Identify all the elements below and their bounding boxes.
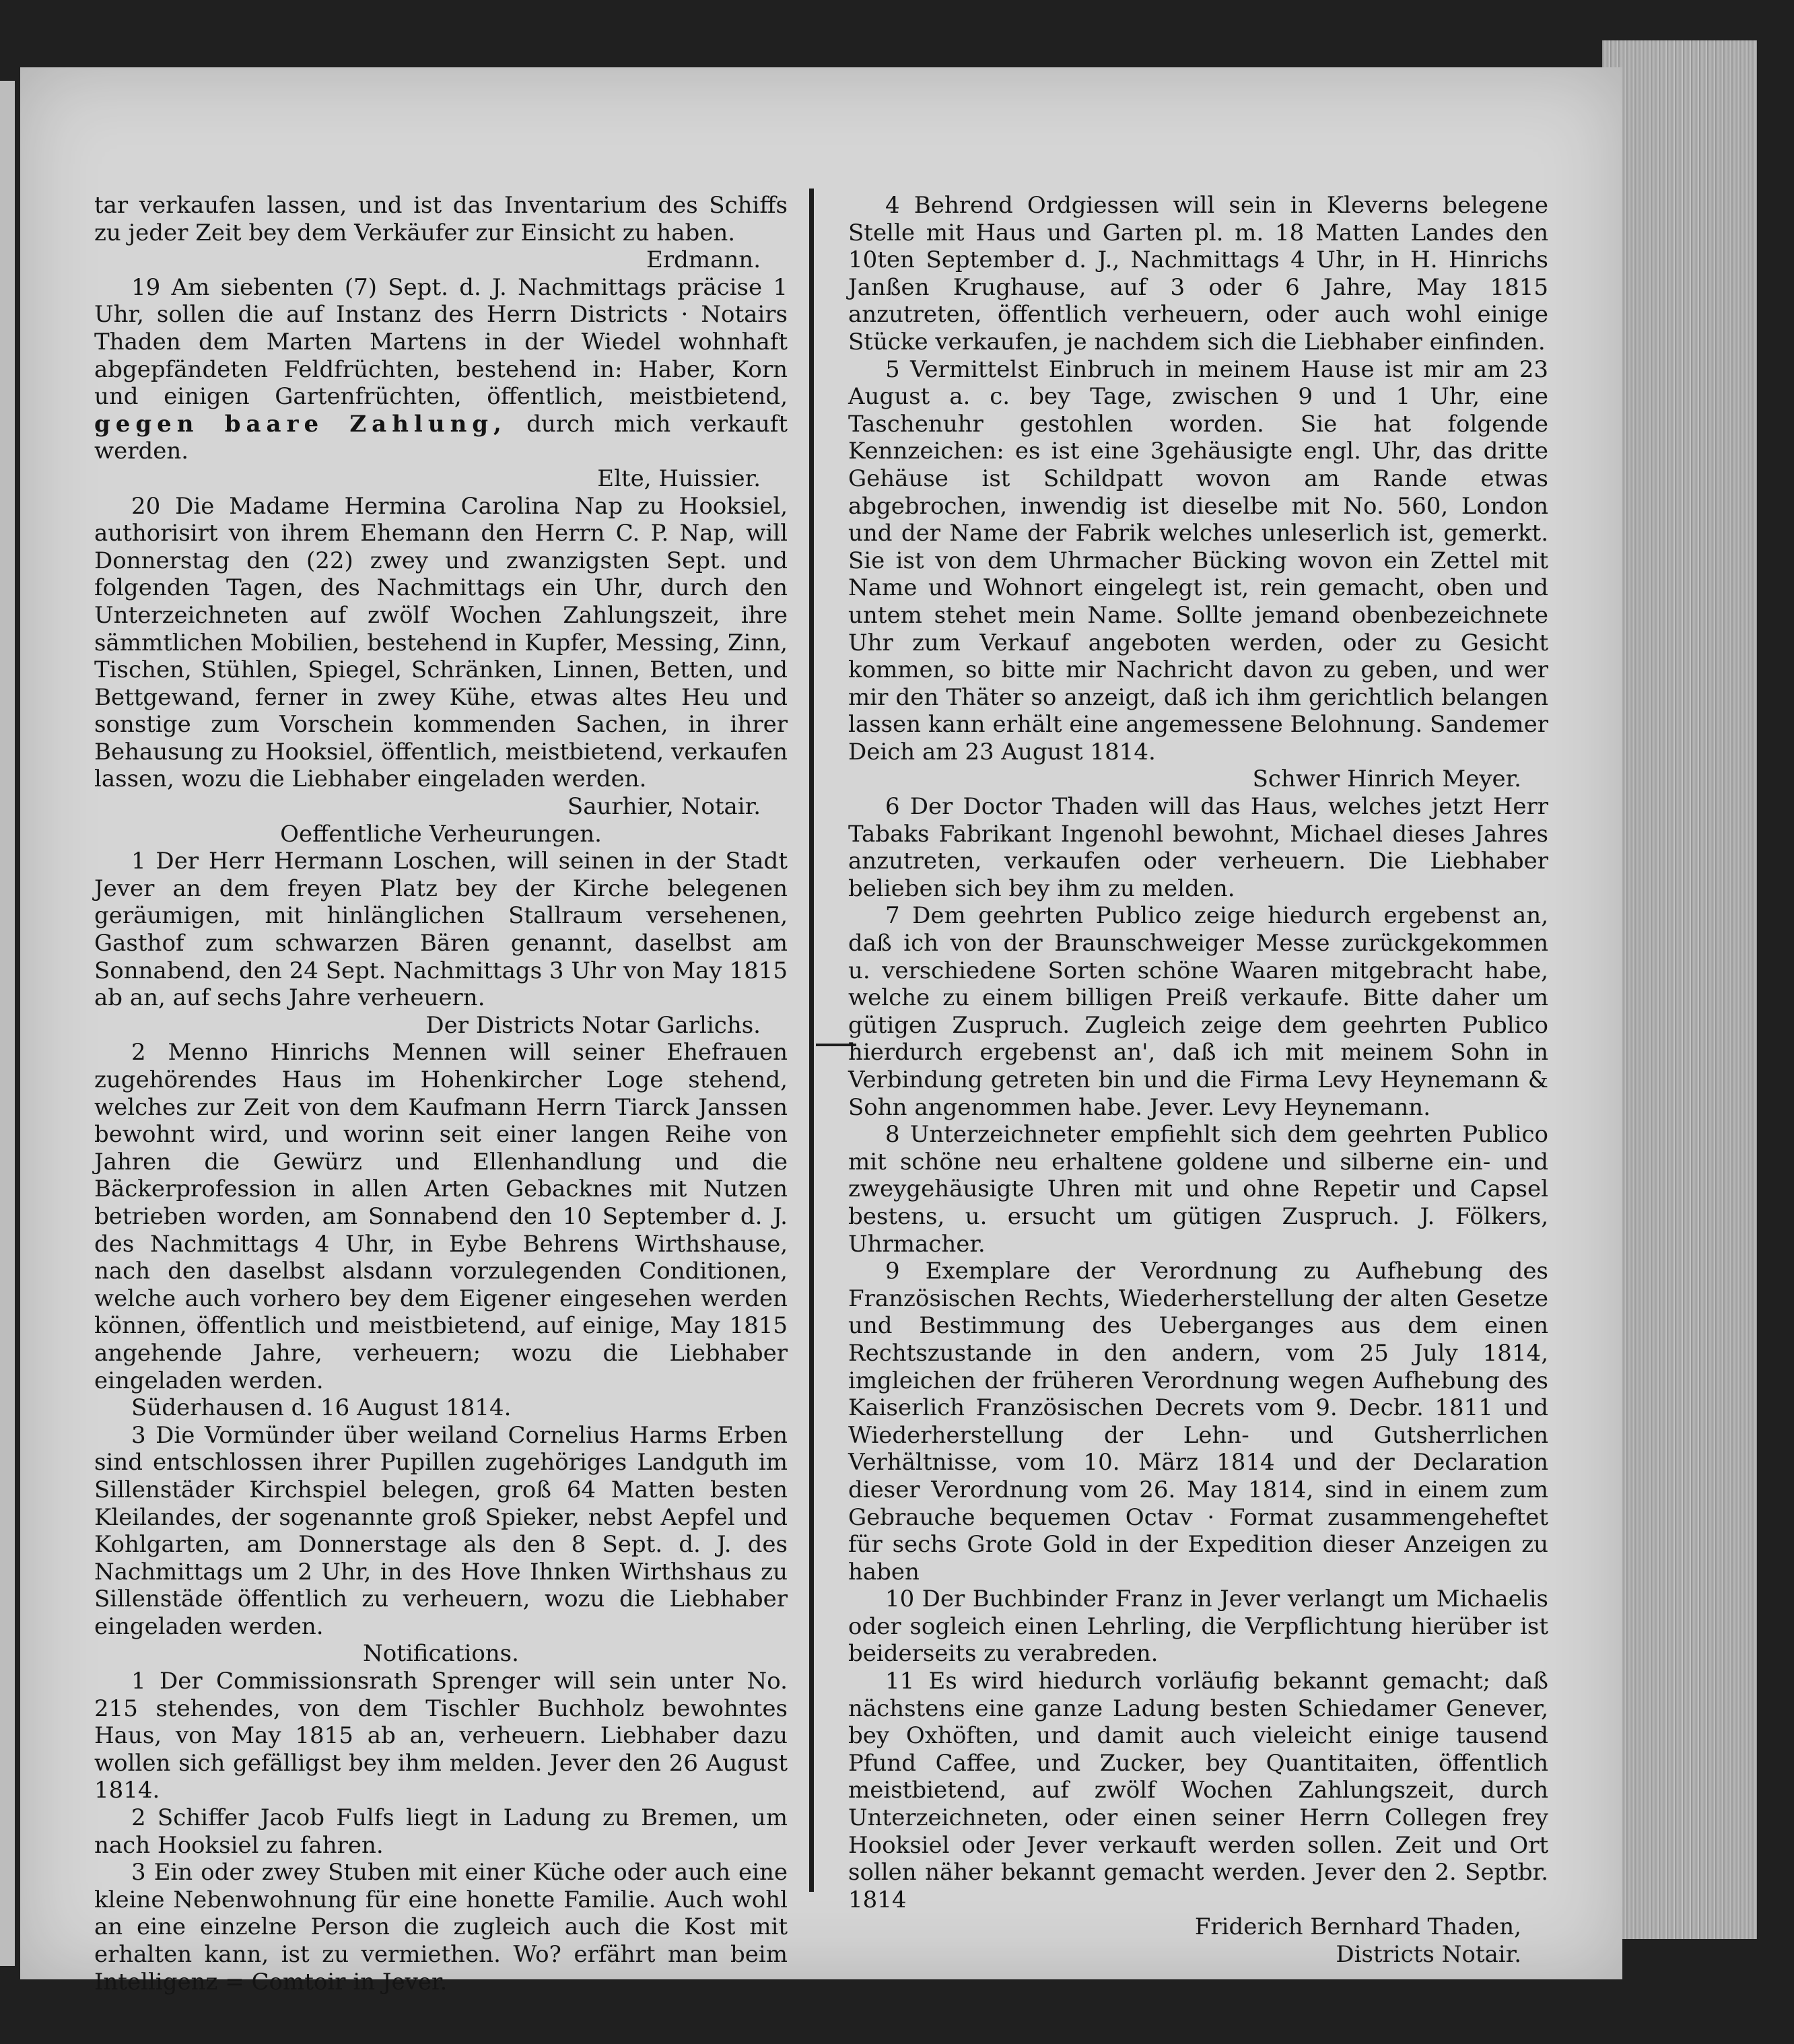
notice-19-text: 19 Am siebenten (7) Sept. d. J. Nachmittags präcise 1 Uhr, sollen die auf Instanz des Herrn Districts · Notairs Thaden dem Marten Martens in der Wiedel wohnhaft abgepfändeten Feldfrüchten, bestehend in: Haber, Korn und einigen Gartenfrüchten, öffentlich, meistbietend, <box>94 273 788 411</box>
notification-5-signature: Schwer Hinrich Meyer. <box>1252 765 1521 793</box>
notice-19-signature: Elte, Huissier. <box>597 465 761 492</box>
section-heading-verheurungen: Oeffentliche Verheurungen. <box>280 820 602 848</box>
notification-8: 8 Unterzeichneter empfiehlt sich dem geehrten Publico mit schöne neu erhaltene goldene und silberne ein- und zweygehäusigte Uhren mit und ohne Repetir und Capsel bestens, u. ersucht um gütigen Zuspruch. J. Fölkers, Uhrmacher. <box>848 1121 1548 1258</box>
verheurung-1-signature: Der Districts Notar Garlichs. <box>425 1011 761 1039</box>
section-heading-notifications: Notifications. <box>363 1640 519 1668</box>
notification-10: 10 Der Buchbinder Franz in Jever verlangt um Michaelis oder sogleich einen Lehrling, die Verpflichtung hierüber ist beiderseits zu verabreden. <box>848 1586 1548 1668</box>
notice-19-end: durch mich verkauft werden. <box>94 410 788 465</box>
notification-3: 3 Ein oder zwey Stuben mit einer Küche oder auch eine kleine Nebenwohnung für eine honette Familie. Auch wohl an eine einzelne Person die zugleich auch die Kost mit erhalten kann, ist zu vermiethen. Wo? erfährt man beim Intelligenz = Comtoir in Jever. <box>94 1859 788 1996</box>
final-signature-name: Friderich Bernhard Thaden, <box>1194 1913 1521 1941</box>
notification-9: 9 Exemplare der Verordnung zu Aufhebung des Französischen Rechts, Wiederherstellung der alten Gesetze und Bestimmung des Ueberganges aus dem einen Rechtszustande in den andern, vom 25 July 1814, imgleichen der früheren Verordnung wegen Aufhebung des Kaiserlich Französischen Decrets vom 9. Decbr. 1811 und Wiederherstellung der Lehn- und Gutsherrlichen Verhältnisse, vom 10. März 1814 und der Declaration dieser Verordnung vom 26. May 1814, sind in einem zum Gebrauche bequemen Octav · Format zusammengeheftet für sechs Grote Gold in der Expedition dieser Anzeigen zu haben <box>848 1258 1548 1586</box>
verheurung-1: 1 Der Herr Hermann Loschen, will seinen in der Stadt Jever an dem freyen Platz bey der Kirche belegenen geräumigen, mit hinlänglichen Stallraum versehenen, Gasthof zum schwarzen Bären genannt, daselbst am Sonnabend, den 24 Sept. Nachmittags 3 Uhr von May 1815 ab an, auf sechs Jahre verheuern. <box>94 848 788 1012</box>
column-divider-rule <box>809 189 814 1892</box>
notification-4: 4 Behrend Ordgiessen will sein in Kleverns belegene Stelle mit Haus und Garten pl. m. 18 Matten Landes den 10ten September d. J., Nachmittags 4 Uhr, in H. Hinrichs Janßen Krughause, auf 3 oder 6 Jahre, May 1815 anzutreten, öffentlich verheuern, oder auch wohl einige Stücke verkaufen, je nachdem sich die Liebhaber einfinden. <box>848 192 1548 355</box>
verheurung-3: 3 Die Vormünder über weiland Cornelius Harms Erben sind entschlossen ihrer Pupillen zugehöriges Landguth im Sillenstäder Kirchspiel belegen, groß 64 Matten besten Kleilandes, der sogenannte groß Spieker, nebst Aepfel und Kohlgarten, am Donnerstage als den 8 Sept. d. J. des Nachmittags um 2 Uhr, in des Hove Ihnken Wirthshaus zu Sillenstäde öffentlich zu verheuern, wozu die Liebhaber eingeladen werden. <box>94 1421 788 1640</box>
final-signature-title: Districts Notair. <box>1336 1941 1521 1968</box>
notification-7: 7 Dem geehrten Publico zeige hiedurch ergebenst an, daß ich von der Braunschweiger Messe zurückgekommen u. verschiedene Sorten schöne Waaren mitgebracht habe, welche zu einem billigen Preiß verkaufe. Bitte daher um gütigen Zuspruch. Zugleich zeige dem geehrten Publico hierdurch ergebenst an', daß ich mit meinem Sohn in Verbindung getreten bin und die Firma Levy Heynemann & Sohn angenommen habe. Jever. Levy Heynemann. <box>848 902 1548 1121</box>
notice-20: 20 Die Madame Hermina Carolina Nap zu Hooksiel, authorisirt von ihrem Ehemann den Herrn C. P. Nap, will Donnerstag den (22) zwey und zwanzigsten Sept. und folgenden Tagen, des Nachmittags ein Uhr, durch den Unterzeichneten auf zwölf Wochen Zahlungszeit, ihre sämmtlichen Mobilien, bestehend in Kupfer, Messing, Zinn, Tischen, Stühlen, Spiegel, Schränken, Linnen, Betten, und Bettgewand, ferner in zwey Kühe, etwas altes Heu und sonstige zum Vorschein kommenden Sachen, in ihrer Behausung zu Hooksiel, öffentlich, meistbietend, verkaufen lassen, wozu die Liebhaber eingeladen werden. <box>94 492 788 793</box>
newspaper-page <box>20 67 1622 1996</box>
notification-2: 2 Schiffer Jacob Fulfs liegt in Ladung zu Bremen, um nach Hooksiel zu fahren. <box>94 1804 788 1859</box>
notification-11: 11 Es wird hiedurch vorläufig bekannt gemacht; daß nächstens eine ganze Ladung besten Schiedamer Genever, bey Oxhöften, und damit auch vieleicht einige tausend Pfund Caffee, und Zucker, bey Quantitaiten, öffentlich meistbietend, auf zwölf Wochen Zahlungszeit, durch Unterzeichneten, oder einen seiner Herrn Collegen frey Hooksiel oder Jever verkauft werden sollen. Zeit und Ort sollen näher bekannt gemacht werden. Jever den 2. Septbr. 1814 <box>848 1668 1548 1913</box>
right-column <box>848 192 1548 1969</box>
left-column <box>94 192 788 1996</box>
notice-20-signature: Saurhier, Notair. <box>567 793 761 821</box>
notice-19-spaced-text: gegen baare Zahlung, <box>94 410 507 438</box>
notification-5: 5 Vermittelst Einbruch in meinem Hause ist mir am 23 August a. c. bey Tage, zwischen 9 und 1 Uhr, eine Taschenuhr gestohlen worden. Sie hat folgende Kennzeichen: es ist eine 3gehäusigte engl. Uhr, das dritte Gehäuse ist Schildpatt wovon am Rande etwas abgebrochen, inwendig ist dieselbe mit No. 560, London und der Name der Fabrik welches unleserlich ist, gemerkt. Sie ist von dem Uhrmacher Bücking wovon ein Zettel mit Name und Wohnort eingelegt ist, rein gemacht, oben und untem stehet mein Name. Sollte jemand obenbezeichnete Uhr zum Verkauf angeboten werden, oder zu Gesicht kommen, so bitte mir Nachricht davon zu geben, und wer mir den Thäter so anzeigt, daß ich ihm gerichtlich belangen lassen kann erhält eine angemessene Belohnung. Sandemer Deich am 23 August 1814. <box>848 355 1548 765</box>
notification-6: 6 Der Doctor Thaden will das Haus, welches jetzt Herr Tabaks Fabrikant Ingenohl bewohnt, Michael dieses Jahres anzutreten, verkaufen oder verheuern. Die Liebhaber belieben sich bey ihm zu melden. <box>848 793 1548 902</box>
opening-text: tar verkaufen lassen, und ist das Inventarium des Schiffs zu jeder Zeit bey dem Verkäufer zur Einsicht zu haben. <box>94 192 788 246</box>
verheurung-2-place-date: Süderhausen d. 16 August 1814. <box>131 1394 512 1422</box>
book-page-edges <box>1602 40 1757 1939</box>
verheurung-2: 2 Menno Hinrichs Mennen will seiner Ehefrauen zugehörendes Haus im Hohenkircher Loge stehend, welches zur Zeit von dem Kaufmann Herrn Tiarck Janssen bewohnt wird, und worinn seit einer langen Reihe von Jahren die Gewürz und Ellenhandlung und die Bäckerprofession in allen Arten Gebacknes mit Nutzen betrieben worden, am Sonnabend den 10 September d. J. des Nachmittags 4 Uhr, in Eybe Behrens Wirthshause, nach den daselbst alsdann vorzulegenden Conditionen, welche auch vorhero bey dem Eigener eingesehen werden können, öffentlich und meistbietend, auf einige, May 1815 angehende Jahre, verheuern; wozu die Liebhaber eingeladen werden. <box>94 1039 788 1394</box>
opening-signature: Erdmann. <box>646 246 761 274</box>
left-page-edge <box>0 81 15 1966</box>
notice-19 <box>94 274 788 465</box>
notification-1: 1 Der Commissionsrath Sprenger will sein unter No. 215 stehendes, von dem Tischler Buchholz bewohntes Haus, von May 1815 ab an, verheuern. Liebhaber dazu wollen sich gefälligst bey ihm melden. Jever den 26 August 1814. <box>94 1668 788 1804</box>
